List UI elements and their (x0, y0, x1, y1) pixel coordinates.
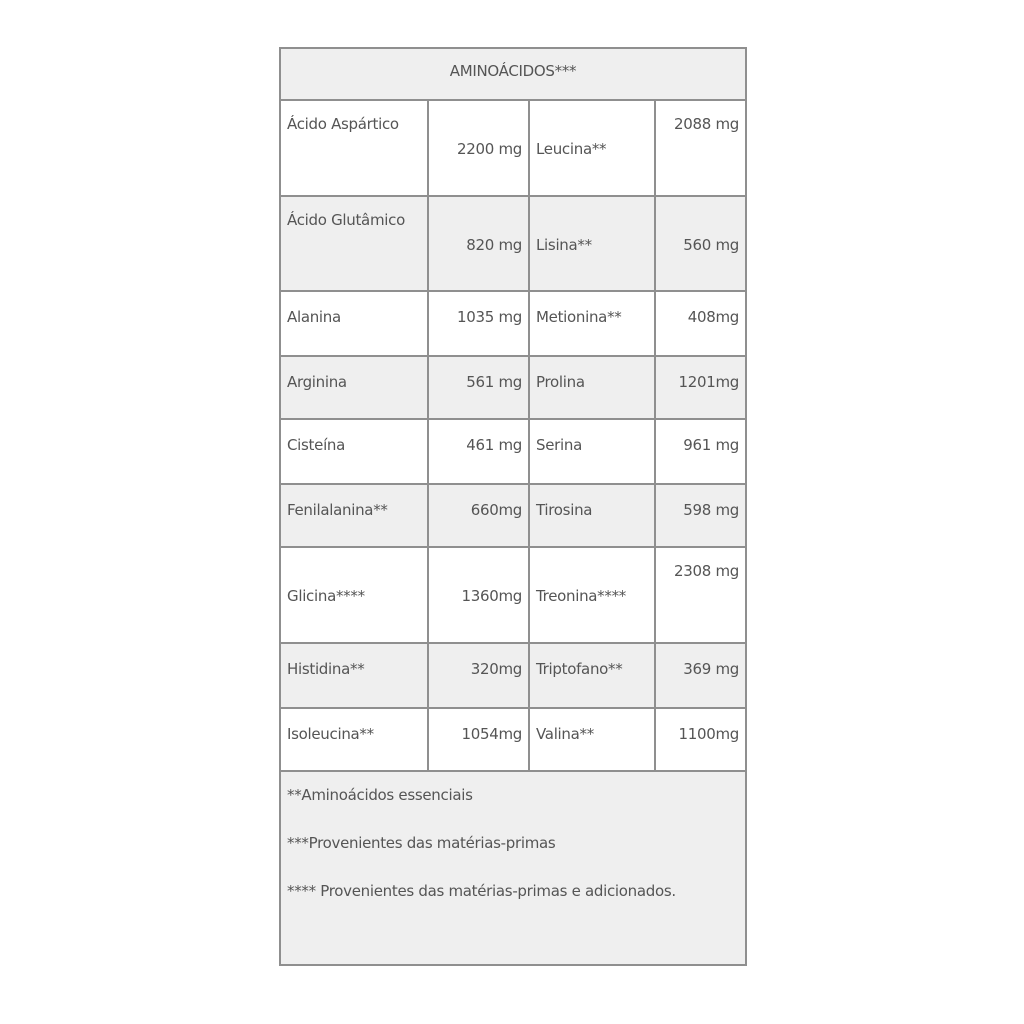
amino-value: 598 mg (655, 484, 746, 547)
amino-value: 408mg (655, 291, 746, 356)
table-row (280, 708, 746, 771)
amino-name: Histidina** (280, 643, 428, 708)
footnote: ***Provenientes das matérias-primas (287, 834, 556, 852)
amino-acid-table-container (279, 47, 745, 966)
table-row (280, 547, 746, 643)
amino-name: Leucina** (529, 100, 655, 196)
amino-value: 961 mg (655, 419, 746, 484)
amino-name: Treonina**** (529, 547, 655, 643)
table-row (280, 484, 746, 547)
footnotes-cell (280, 771, 746, 965)
amino-value: 2200 mg (428, 100, 529, 196)
amino-value: 2308 mg (655, 547, 746, 643)
footnote: **Aminoácidos essenciais (287, 786, 473, 804)
amino-value: 1360mg (428, 547, 529, 643)
amino-name: Prolina (529, 356, 655, 419)
amino-name: Metionina** (529, 291, 655, 356)
amino-value: 660mg (428, 484, 529, 547)
amino-acid-table (279, 47, 747, 966)
amino-value: 461 mg (428, 419, 529, 484)
table-header-row (280, 48, 746, 100)
amino-name: Valina** (529, 708, 655, 771)
amino-value: 1054mg (428, 708, 529, 771)
amino-name: Cisteína (280, 419, 428, 484)
footnote: **** Provenientes das matérias-primas e adicionados. (287, 882, 676, 900)
table-row (280, 100, 746, 196)
table-title: AMINOÁCIDOS*** (280, 48, 746, 100)
table-row (280, 196, 746, 291)
amino-value: 2088 mg (655, 100, 746, 196)
amino-name: Isoleucina** (280, 708, 428, 771)
amino-value: 1100mg (655, 708, 746, 771)
amino-value: 820 mg (428, 196, 529, 291)
amino-name: Fenilalanina** (280, 484, 428, 547)
amino-name: Alanina (280, 291, 428, 356)
amino-name: Lisina** (529, 196, 655, 291)
table-row (280, 419, 746, 484)
table-row (280, 291, 746, 356)
amino-name: Serina (529, 419, 655, 484)
amino-value: 369 mg (655, 643, 746, 708)
table-row (280, 643, 746, 708)
amino-value: 561 mg (428, 356, 529, 419)
amino-name: Ácido Glutâmico (280, 196, 428, 291)
amino-name: Ácido Aspártico (280, 100, 428, 196)
amino-name: Glicina**** (280, 547, 428, 643)
amino-name: Arginina (280, 356, 428, 419)
amino-value: 1201mg (655, 356, 746, 419)
table-row (280, 356, 746, 419)
amino-value: 560 mg (655, 196, 746, 291)
amino-name: Tirosina (529, 484, 655, 547)
amino-name: Triptofano** (529, 643, 655, 708)
table-footnotes-row (280, 771, 746, 965)
amino-value: 320mg (428, 643, 529, 708)
amino-value: 1035 mg (428, 291, 529, 356)
